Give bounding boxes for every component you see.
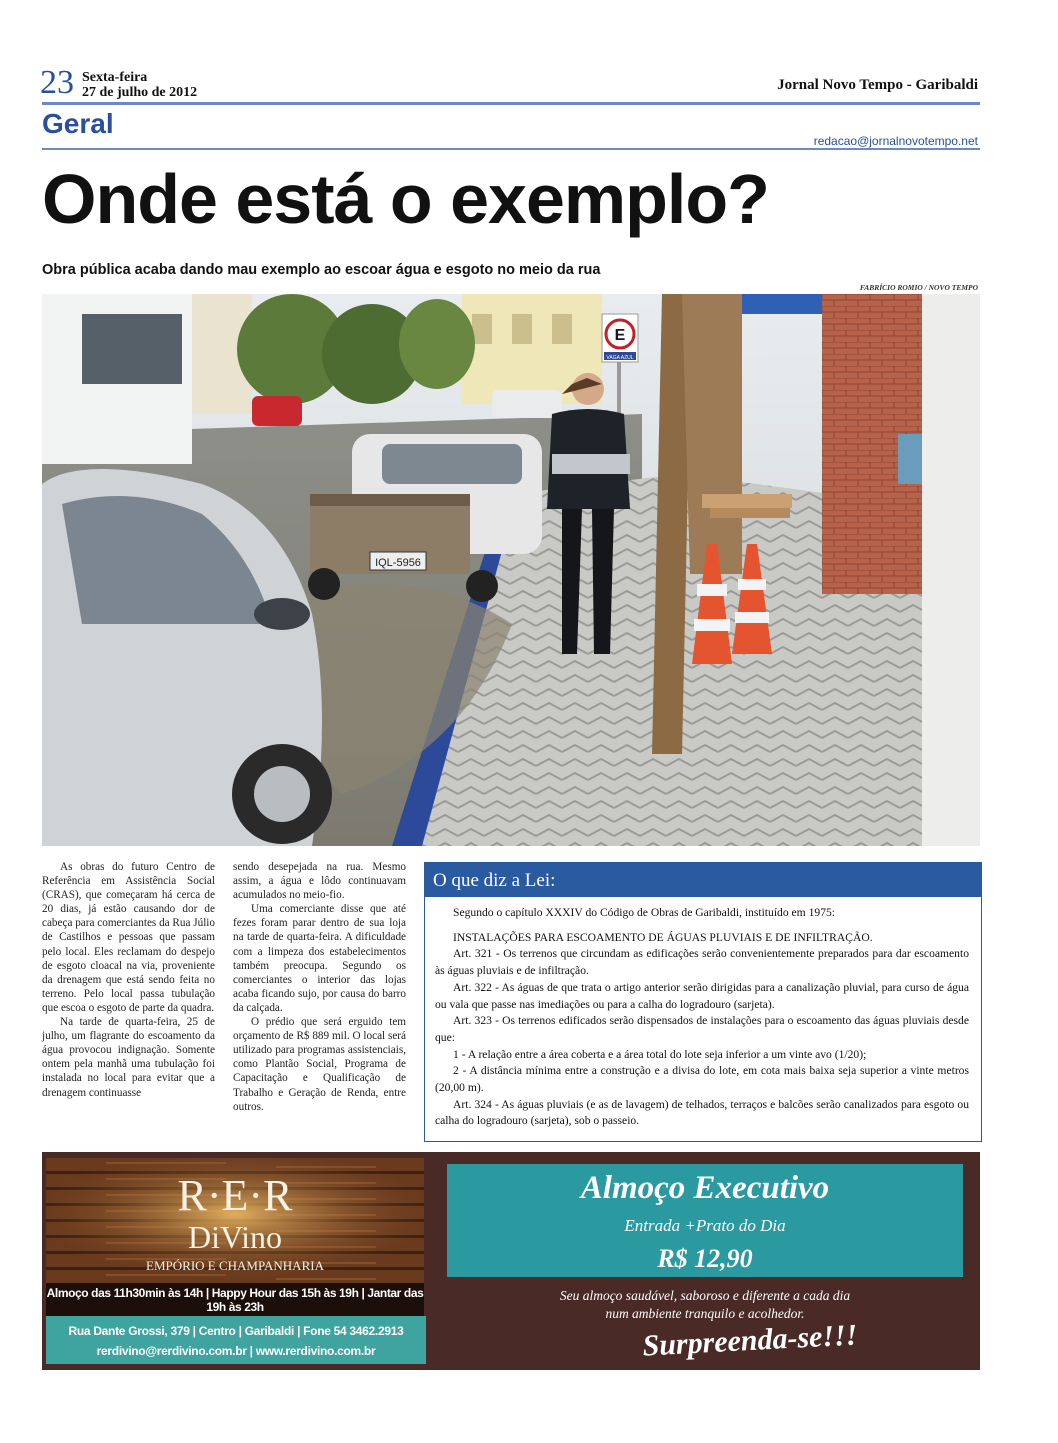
- lunch-ad-subtitle: Entrada +Prato do Dia: [624, 1216, 786, 1235]
- lunch-ad-cta: Surpreenda-se!!!: [641, 1318, 859, 1363]
- header-rule: [42, 102, 980, 105]
- law-article: Art. 323 - Os terrenos edificados serão dispensados de instalações para o escoamento das águas pluviais desde que:: [435, 1014, 969, 1044]
- article-photo: [42, 294, 980, 846]
- law-intro: Segundo o capítulo XXXIV do Código de Obras de Garibaldi, instituído em 1975:: [453, 906, 836, 919]
- subheadline: Obra pública acaba dando mau exemplo ao escoar água e esgoto no meio da rua: [42, 262, 601, 278]
- newspaper-name: Jornal Novo Tempo - Garibaldi: [777, 77, 978, 93]
- description-line: num ambiente tranquilo e acolhedor.: [605, 1306, 805, 1321]
- logo-line-2: DiVino: [187, 1219, 283, 1255]
- law-box-body: [435, 905, 969, 1130]
- law-article: Art. 324 - As águas pluviais (e as de lavagem) de telhados, terraços e balcões serão canalizados para esgoto ou calha do logradouro (sarjeta), sob o passeio.: [435, 1097, 969, 1128]
- paragraph: O prédio que será erguido tem orçamento de R$ 889 mil. O local será utilizado para programas assistenciais, como Plantão Social, Programa de Capacitação e Qualificação de Trabalho e Geração de Renda, entre outros.: [233, 1016, 406, 1113]
- section-rule: [42, 148, 980, 150]
- issue-date: [82, 70, 197, 100]
- license-plate: IQL-5956: [375, 557, 421, 569]
- section-title: Geral: [42, 108, 114, 139]
- svg-text:E: E: [614, 327, 626, 344]
- law-article: Art. 321 - Os terrenos que circundam as edificações serão convenientemente preparados para dar escoamento às águas pluviais e de infiltração.: [435, 947, 969, 978]
- law-box-title: O que diz a Lei:: [433, 870, 556, 891]
- paragraph: Na tarde de quarta-feira, 25 de julho, um flagrante do escoamento da água provocou indignação. Somente ontem pela manhã uma tubulação foi instalada no local para evitar que a drenagem continuasse: [42, 1016, 215, 1099]
- paragraph: As obras do futuro Centro de Referência em Assistência Social (CRAS), que começaram há cerca de 20 dias, já estão causando dor de cabeça para comerciantes da Rua Júlio de Castilhos e pessoas que passam pelo local. Eles reclamam do despejo de esgoto cloacal na via, proveniente da drenagem que está sendo feita no terreno. Pelo local passa tubulação que escoa o esgoto de parte da quadra.: [42, 861, 216, 1014]
- web-line[interactable]: rerdivino@rerdivino.com.br | www.rerdivino.com.br: [96, 1344, 376, 1358]
- law-heading: INSTALAÇÕES PARA ESCOAMENTO DE ÁGUAS PLUVIAIS E DE INFILTRAÇÃO.: [453, 930, 873, 944]
- description-line: Seu almoço saudável, saboroso e diferente a cada dia: [559, 1288, 851, 1303]
- lunch-ad-title: Almoço Executivo: [580, 1170, 830, 1206]
- law-box: [424, 862, 982, 1142]
- parking-sign-text: VAGA AZUL: [606, 355, 634, 361]
- law-item: 1 - A relação entre a área coberta e a área total do lote seja inferior a um vinte avo (1/20);: [453, 1047, 867, 1061]
- paragraph: Uma comerciante disse que até fezes foram parar dentro de sua loja na tarde de quarta-feira. A dificuldade com a limpeza dos estabelecimentos também preocupa. Segundo os comerciantes o interior das lojas acaba ficando sujo, por causa do barro da calçada.: [233, 903, 406, 1014]
- logo-tagline: EMPÓRIO E CHAMPANHARIA: [146, 1258, 324, 1273]
- date: 27 de julho de 2012: [82, 85, 198, 100]
- headline: Onde está o exemplo?: [42, 160, 769, 238]
- photo-credit: FABRÍCIO ROMIO / NOVO TEMPO: [859, 283, 978, 292]
- law-article: Art. 322 - As águas de que trata o artigo anterior serão dirigidas para a canalização pluvial, para curso de água ou vala que passe nas imediações ou para a calha do logradouro (sarjeta).: [435, 980, 969, 1011]
- weekday: Sexta-feira: [82, 70, 148, 85]
- opening-hours: Almoço das 11h30min às 14h | Happy Hour das 15h às 19h | Jantar das 19h às 23h: [46, 1286, 424, 1314]
- contact-strip: [46, 1316, 426, 1364]
- law-item: 2 - A distância mínima entre a construção e a divisa do lote, em cota mais baixa seja superior a vinte metros (20,00 m).: [435, 1064, 969, 1095]
- page-number: 23: [40, 64, 74, 101]
- law-box-header: [425, 863, 981, 897]
- address-line: Rua Dante Grossi, 379 | Centro | Garibaldi | Fone 54 3462.2913: [68, 1324, 404, 1338]
- email-link[interactable]: redacao@jornalnovotempo.net: [813, 134, 978, 148]
- paragraph: sendo desepejada na rua. Mesmo assim, a água e lôdo continuavam acumulados no meio-fio.: [233, 861, 406, 902]
- logo-line-1: R·E·R: [177, 1171, 293, 1220]
- article-column-1: [42, 860, 215, 1100]
- lunch-ad-price: R$ 12,90: [657, 1244, 753, 1273]
- lunch-ad-panel[interactable]: [447, 1164, 963, 1277]
- article-column-2: [233, 860, 406, 1114]
- street-scene-illustration: [42, 294, 980, 846]
